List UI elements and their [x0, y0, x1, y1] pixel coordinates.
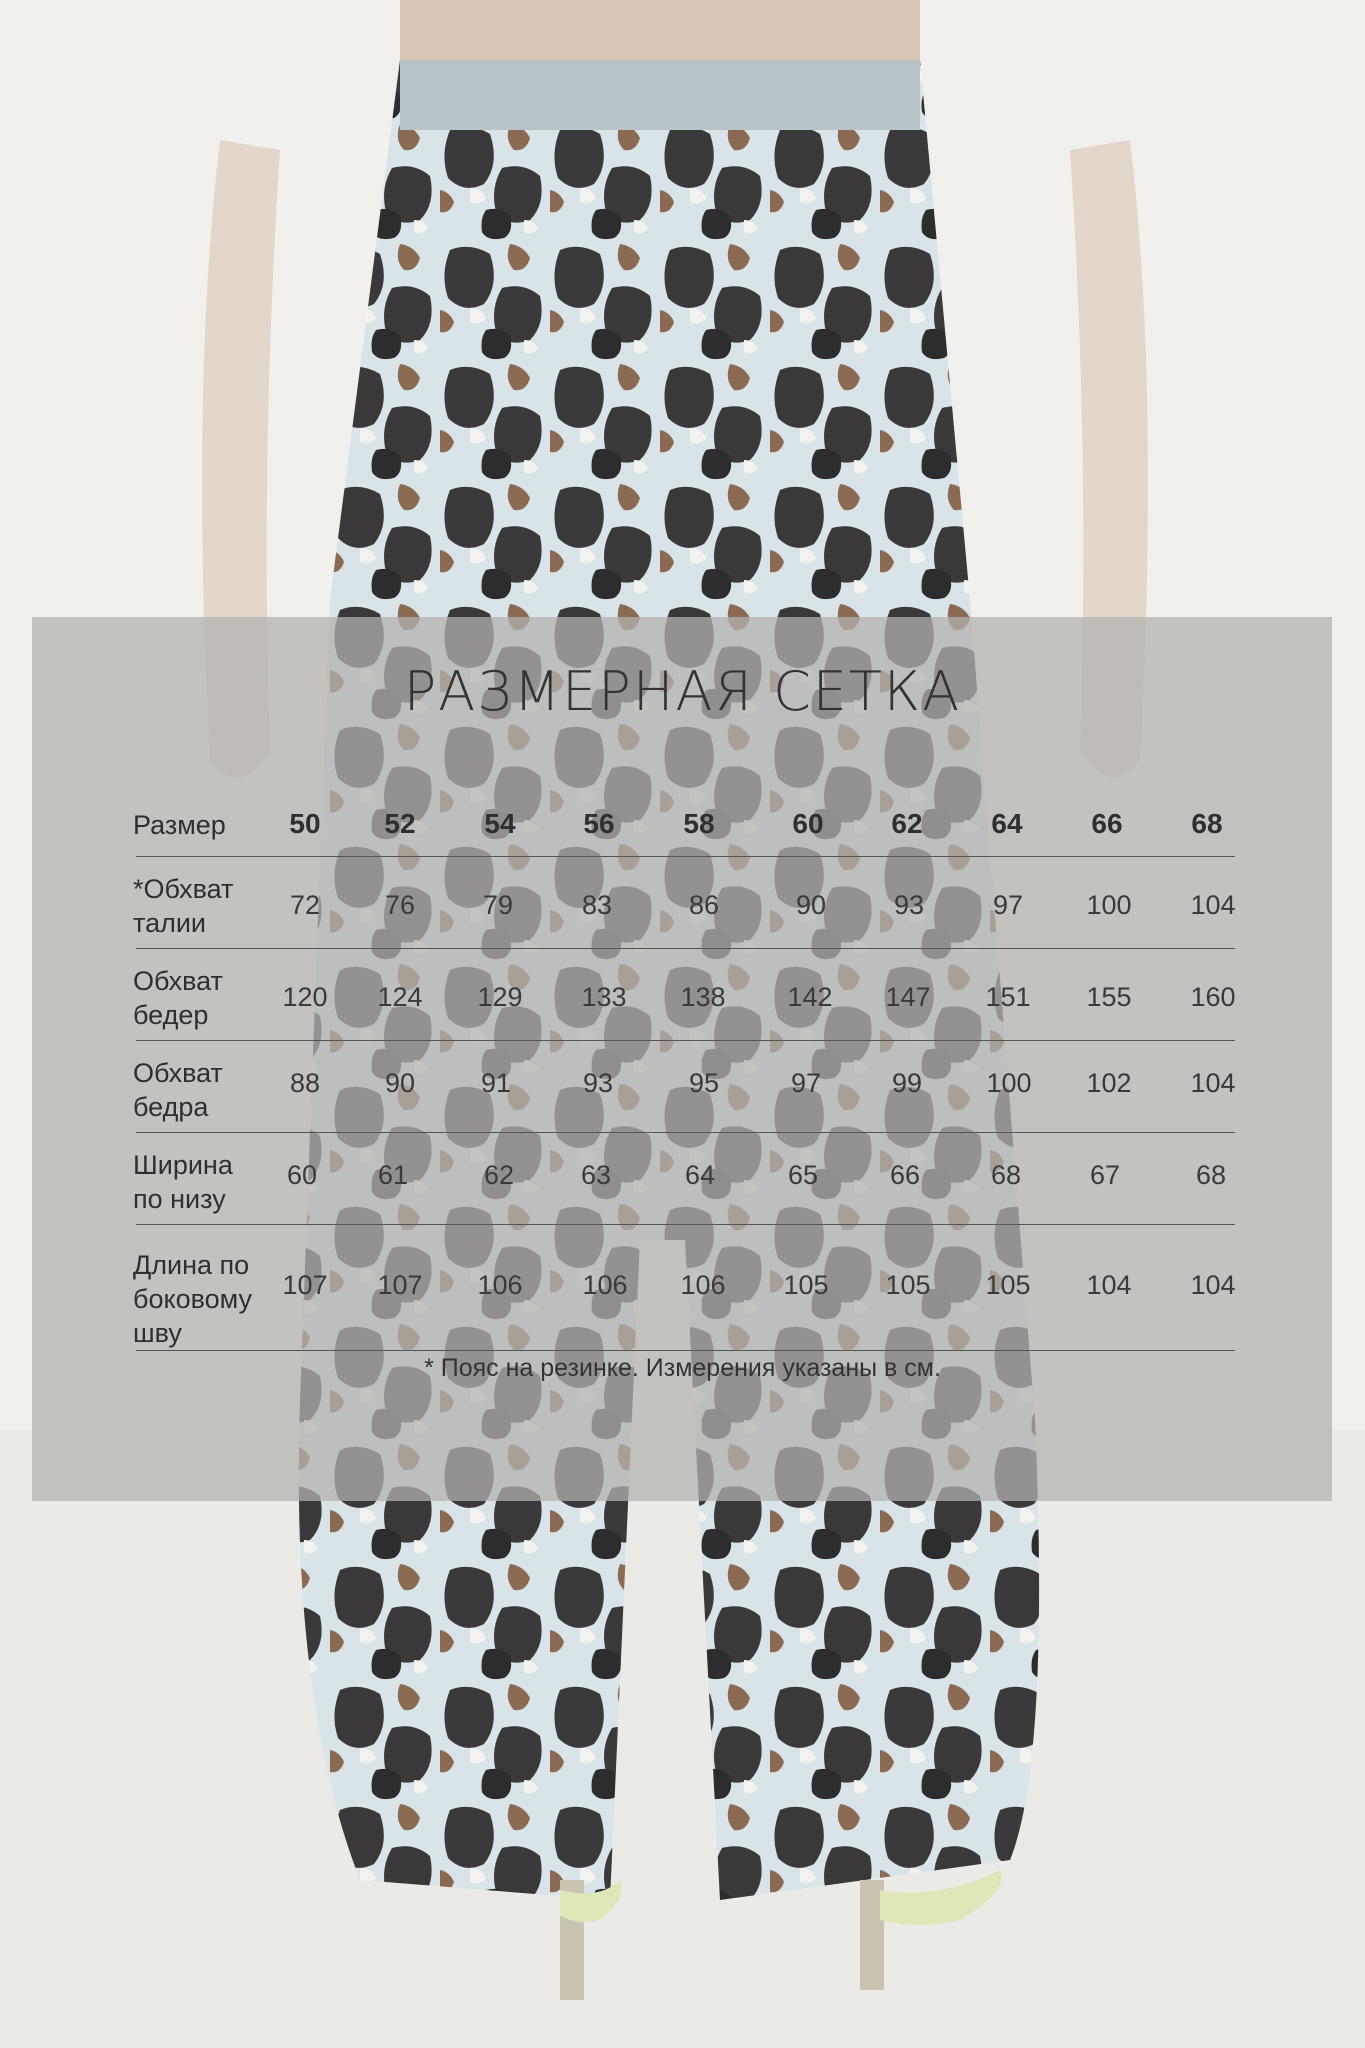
table-cell: 102 [1086, 1068, 1132, 1098]
row-label: *Обхват талии [133, 874, 234, 938]
table-cell: 97 [790, 1068, 822, 1098]
table-cell: 160 [1190, 982, 1236, 1012]
table-cell: 107 [377, 1270, 423, 1300]
table-cell: 129 [477, 982, 523, 1012]
table-cell: 151 [985, 982, 1031, 1012]
size-column-header: 54 [484, 808, 516, 839]
table-divider [136, 1350, 1235, 1351]
table-cell: 76 [384, 890, 416, 920]
table-divider [136, 856, 1235, 857]
table-cell: 105 [885, 1270, 931, 1300]
table-cell: 93 [582, 1068, 614, 1098]
size-column-header: 60 [792, 808, 824, 839]
table-cell: 100 [1086, 890, 1132, 920]
table-cell: 63 [580, 1160, 612, 1190]
table-cell: 120 [282, 982, 328, 1012]
table-cell: 79 [482, 890, 514, 920]
size-column-header: 66 [1091, 808, 1123, 839]
table-cell: 107 [282, 1270, 328, 1300]
table-cell: 155 [1086, 982, 1132, 1012]
size-column-header: 68 [1191, 808, 1223, 839]
table-cell: 99 [891, 1068, 923, 1098]
size-column-header: 58 [683, 808, 715, 839]
row-label: Обхват бедра [133, 1058, 223, 1122]
table-cell: 104 [1190, 890, 1236, 920]
table-divider [136, 1224, 1235, 1225]
table-cell: 90 [795, 890, 827, 920]
table-cell: 105 [783, 1270, 829, 1300]
table-cell: 106 [582, 1270, 628, 1300]
table-cell: 68 [990, 1160, 1022, 1190]
table-cell: 104 [1190, 1068, 1236, 1098]
table-cell: 83 [581, 890, 613, 920]
size-column-header: 50 [289, 808, 321, 839]
row-label: Длина по боковому шву [133, 1250, 253, 1348]
table-cell: 124 [377, 982, 423, 1012]
table-cell: 60 [286, 1160, 318, 1190]
table-cell: 104 [1190, 1270, 1236, 1300]
table-cell: 90 [384, 1068, 416, 1098]
table-cell: 64 [684, 1160, 716, 1190]
size-column-header: 62 [891, 808, 923, 839]
page-title: РАЗМЕРНАЯ СЕТКА [403, 660, 962, 723]
table-cell: 104 [1086, 1270, 1132, 1300]
size-column-header: 56 [583, 808, 615, 839]
size-column-header: 52 [384, 808, 416, 839]
table-cell: 106 [680, 1270, 726, 1300]
table-divider [136, 1132, 1235, 1133]
table-cell: 65 [787, 1160, 819, 1190]
size-column-header: 64 [991, 808, 1023, 839]
table-cell: 72 [289, 890, 321, 920]
table-cell: 138 [680, 982, 726, 1012]
table-cell: 142 [787, 982, 833, 1012]
table-cell: 91 [480, 1068, 512, 1098]
table-cell: 62 [483, 1160, 515, 1190]
table-cell: 61 [377, 1160, 409, 1190]
table-cell: 133 [581, 982, 627, 1012]
table-cell: 88 [289, 1068, 321, 1098]
table-cell: 106 [477, 1270, 523, 1300]
table-cell: 97 [992, 890, 1024, 920]
table-divider [136, 1040, 1235, 1041]
row-label: Обхват бедер [133, 966, 223, 1030]
table-cell: 147 [885, 982, 931, 1012]
table-cell: 95 [688, 1068, 720, 1098]
table-cell: 68 [1195, 1160, 1227, 1190]
table-cell: 66 [889, 1160, 921, 1190]
row-label: Ширина по низу [133, 1150, 233, 1214]
footnote: * Пояс на резинке. Измерения указаны в см. [424, 1354, 941, 1382]
table-cell: 93 [893, 890, 925, 920]
size-header-label: Размер [133, 810, 226, 840]
table-cell: 67 [1089, 1160, 1121, 1190]
table-cell: 100 [986, 1068, 1032, 1098]
table-cell: 86 [688, 890, 720, 920]
table-divider [136, 948, 1235, 949]
table-cell: 105 [985, 1270, 1031, 1300]
